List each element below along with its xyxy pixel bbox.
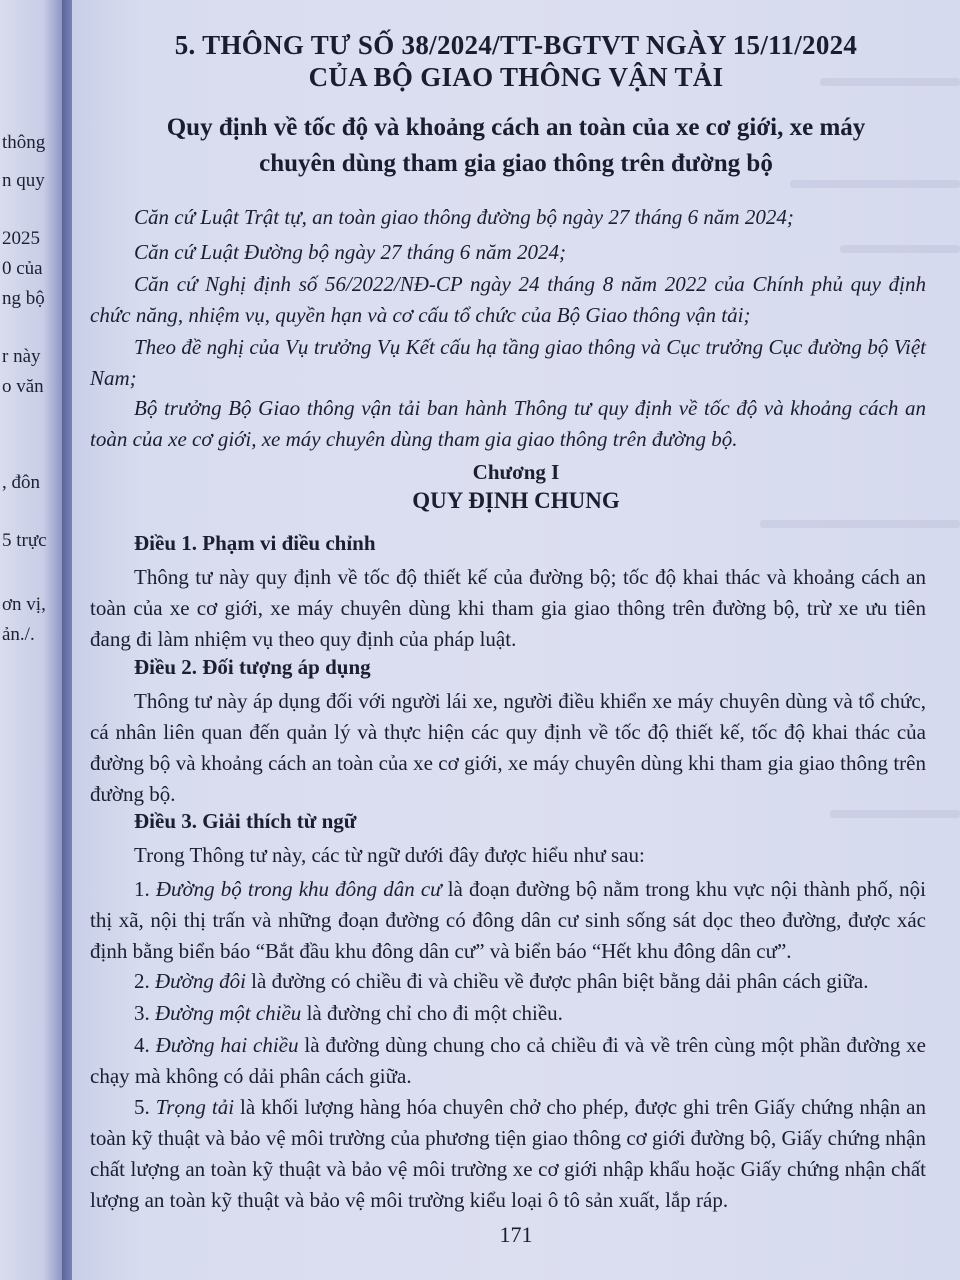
defined-term: Đường một chiều (155, 1001, 302, 1025)
defined-term: Trọng tải (155, 1095, 235, 1119)
article-2-heading: Điều 2. Đối tượng áp dụng (134, 655, 371, 679)
document-page (72, 0, 960, 1280)
preamble-promulgation: Bộ trưởng Bộ Giao thông vận tải ban hành Thông tư quy định về tốc độ và khoảng cách an toàn của xe cơ giới, xe máy chuyên dùng tham gia giao thông trên đường bộ. (90, 396, 926, 451)
issuing-authority: CỦA BỘ GIAO THÔNG VẬN TẢI (308, 62, 724, 92)
left-fragment: n quy (2, 170, 45, 191)
left-fragment: , đôn (2, 472, 40, 493)
previous-page-edge (0, 0, 62, 1280)
chapter-title: QUY ĐỊNH CHUNG (412, 488, 620, 513)
document-title: 5. THÔNG TƯ SỐ 38/2024/TT-BGTVT NGÀY 15/11/2024 (174, 30, 858, 60)
article-3-heading: Điều 3. Giải thích từ ngữ (134, 809, 357, 833)
left-fragment: ơn vị, (2, 594, 46, 615)
left-fragment: o văn (2, 376, 44, 397)
definition-item: 5. Trọng tải là khối lượng hàng hóa chuyên chở cho phép, được ghi trên Giấy chứng nhận an toàn kỹ thuật và bảo vệ môi trường của phương tiện giao thông cơ giới đường bộ, Giấy chứng nhận chất lượng an toàn kỹ thuật và bảo vệ môi trường xe cơ giới nhập khẩu hoặc Giấy chứng nhận chất lượng an toàn kỹ thuật và bảo vệ môi trường kiểu loại ô tô sản xuất, lắp ráp. (90, 1095, 927, 1212)
definition-item: 3. Đường một chiều là đường chỉ cho đi một chiều. (134, 1001, 563, 1025)
left-fragment: 0 của (2, 258, 43, 279)
definition-item: 1. Đường bộ trong khu đông dân cư là đoạn đường bộ nằm trong khu vực nội thành phố, nội thị xã, nội thị trấn và những đoạn đường có đông dân cư sinh sống sát dọc theo đường, được xác định bằng biển báo “Bắt đầu khu đông dân cư” và biển báo “Hết khu đông dân cư”. (90, 877, 927, 963)
left-fragment: ản./. (2, 624, 35, 645)
left-fragment: ng bộ (2, 288, 45, 309)
left-fragment: r này (2, 346, 41, 367)
article-3-intro: Trong Thông tư này, các từ ngữ dưới đây được hiểu như sau: (134, 843, 645, 867)
preamble-basis-2: Căn cứ Luật Đường bộ ngày 27 tháng 6 năm 2024; (134, 240, 566, 264)
defined-term: Đường bộ trong khu đông dân cư (155, 877, 442, 901)
document-subject-line2: chuyên dùng tham gia giao thông trên đường bộ (259, 150, 773, 177)
page-number: 171 (499, 1222, 533, 1247)
article-1-heading: Điều 1. Phạm vi điều chỉnh (134, 531, 376, 555)
preamble-proposal: Theo đề nghị của Vụ trưởng Vụ Kết cấu hạ tầng giao thông và Cục trưởng Cục đường bộ Việt Nam; (90, 335, 926, 390)
defined-term: Đường hai chiều (155, 1033, 299, 1057)
defined-term: Đường đôi (155, 969, 246, 993)
document-subject-line1: Quy định về tốc độ và khoảng cách an toàn của xe cơ giới, xe máy (166, 114, 866, 141)
left-fragment: 2025 (2, 228, 40, 249)
definition-item: 2. Đường đôi là đường có chiều đi và chiều về được phân biệt bằng dải phân cách giữa. (134, 969, 869, 993)
preamble-basis-3: Căn cứ Nghị định số 56/2022/NĐ-CP ngày 24 tháng 8 năm 2022 của Chính phủ quy định chức năng, nhiệm vụ, quyền hạn và cơ cấu tổ chức của Bộ Giao thông vận tải; (90, 272, 926, 327)
chapter-number: Chương I (472, 460, 560, 484)
article-1-text: Thông tư này quy định về tốc độ thiết kế của đường bộ; tốc độ khai thác và khoảng cách an toàn của xe cơ giới, xe máy chuyên dùng khi tham gia giao thông trên đường bộ, trừ xe ưu tiên đang đi làm nhiệm vụ theo quy định của pháp luật. (90, 565, 926, 651)
definition-item: 4. Đường hai chiều là đường dùng chung cho cả chiều đi và về trên cùng một phần đường xe chạy mà không có dải phân cách giữa. (90, 1033, 926, 1088)
left-fragment: 5 trực (2, 530, 47, 551)
article-2-text: Thông tư này áp dụng đối với người lái xe, người điều khiển xe máy chuyên dùng và tổ chức, cá nhân liên quan đến quản lý và thực hiện các quy định về tốc độ thiết kế, tốc độ khai thác của đường bộ và khoảng cách an toàn của xe cơ giới, xe máy chuyên dùng khi tham gia giao thông trên đường bộ. (90, 689, 926, 806)
left-fragment: thông (2, 132, 46, 153)
preamble-basis-1: Căn cứ Luật Trật tự, an toàn giao thông đường bộ ngày 27 tháng 6 năm 2024; (134, 205, 794, 229)
